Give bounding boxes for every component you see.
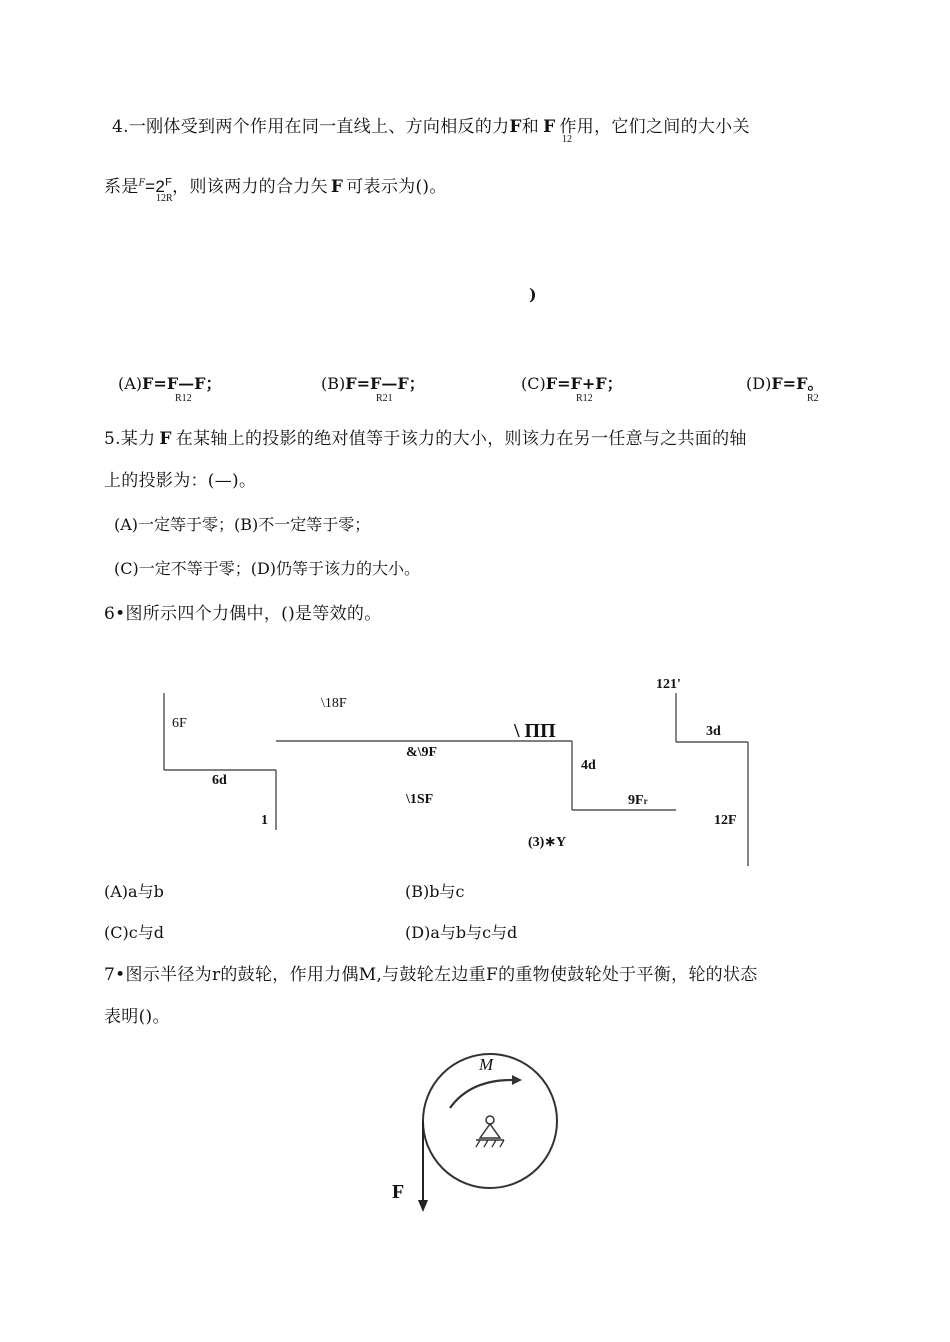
q7-couple-arc [450,1080,512,1108]
q6-label-6d: 6d [212,773,227,788]
q6-option-b: (B)b与c [405,882,465,901]
q4-and: 和 [521,117,540,137]
q4-force-f2: F [543,117,556,137]
q6-label-12f: 12F [714,813,737,828]
q4-option-c-sub: R12 [576,393,593,404]
q4-line1-pre: 4.一刚体受到两个作用在同一直线上、方向相反的力 [112,117,510,137]
q4-rel-small: F [138,178,146,189]
q6-option-a: (A)a与b [104,882,164,901]
q6-label-4d: 4d [581,758,596,773]
q4-line1-post: 作用，它们之间的大小关 [559,117,750,137]
q6-label-1sf: \1SF [406,792,434,807]
q4-option-b-sub: R21 [376,393,393,404]
q4-option-b-expr: F=F—F； [345,374,425,393]
q4-line2-pre: 系是 [104,177,139,197]
q4-option-a-label: (A) [118,374,143,393]
q4-option-d-label: (D) [746,374,772,393]
q4-rel-f: F [165,176,173,189]
q5-options-row1: (A)一定等于零；(B)不一定等于零； [114,515,371,534]
q4-option-a-expr: F=F—F； [142,374,222,393]
q6-label-9f: &\9F [406,745,438,760]
q6-label-6f: 6F [172,716,187,731]
q4-option-d-expr: F=F。 [771,374,824,393]
q7-pivot-support [480,1124,500,1138]
q7-label-f: F [392,1181,405,1203]
q7-couple-arrowhead [512,1075,522,1085]
q6-option-d: (D)a与b与c与d [405,923,518,942]
q6-label-9fr-sub: r [643,796,648,806]
q4-force-f1: F [509,117,522,137]
q4-subscript-12r: 12R [156,193,173,204]
q4-option-c-label: (C) [521,374,546,393]
q6-label-3d: 3d [706,724,721,739]
q4-option-b-label: (B) [321,374,346,393]
q7-line1: 7•图示半径为r的鼓轮，作用力偶M,与鼓轮左边重F的重物使鼓轮处于平衡，轮的状态 [104,965,758,985]
q4-option-c-expr: F=F+F； [545,374,623,393]
q6-question: 6•图所示四个力偶中，()是等效的。 [104,604,382,624]
q5-line1-post: 在某轴上的投影的绝对值等于该力的大小，则该力在另一任意与之共面的轴 [175,429,747,449]
q4-line2-post: 可表示为()。 [346,177,447,197]
q4-option-a-sub: R12 [175,393,192,404]
q6-label-121: 121' [656,677,681,692]
q4-rel-eq: =2 [145,177,166,196]
q5-options-row2: (C)一定不等于零；(D)仍等于该力的大小。 [114,559,421,578]
q6-label-1: 1 [261,813,268,828]
q5-line1-pre: 5.某力 [104,429,156,449]
q5-force-f: F [159,429,172,449]
q4-subscript-12: 12 [562,134,572,145]
q6-label-18f: \18F [321,696,347,711]
q6-label-pi: \ ΠΠ [514,720,556,742]
q7-ground-hatch [476,1140,504,1147]
q4-force-fr: F [330,177,344,197]
q7-line2: 表明()。 [104,1007,170,1027]
q7-label-m: M [479,1055,494,1074]
q4-option-d-sub: R2 [807,393,819,404]
q6-label-9fr-main: 9F [628,793,644,808]
q6-label-3y: (3)∗Y [528,835,567,850]
q7-force-arrowhead [418,1200,428,1212]
q6-option-c: (C)c与d [104,923,164,942]
q4-stray-mark: ) [529,285,537,304]
q5-line2: 上的投影为：(—)。 [104,471,257,491]
q4-line2-mid: ，则该两力的合力矢 [172,177,328,197]
